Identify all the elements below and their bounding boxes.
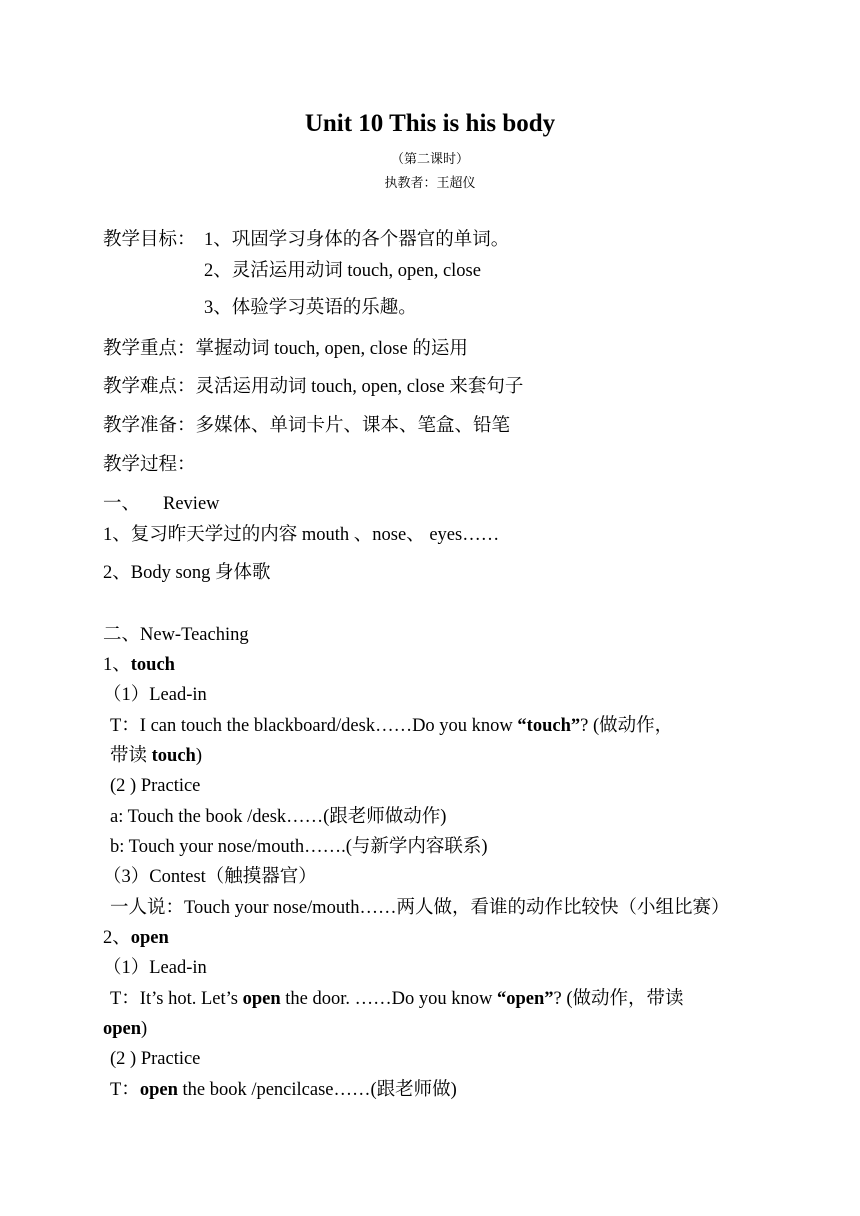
open-word: open — [130, 928, 169, 948]
touch-practice-b: b: Touch your nose/mouth…….(与新学内容联系) — [110, 837, 488, 857]
touch-heading — [103, 654, 175, 676]
preparation: 教学准备：多媒体、单词卡片、课本、笔盒、铅笔 — [103, 416, 511, 436]
touch-practice-a: a: Touch the book /desk……(跟老师做动作) — [110, 807, 447, 827]
touch-leadin: （1）Lead-in — [103, 685, 207, 705]
touch-t1-tail: ? (做动作， — [580, 716, 674, 736]
review-heading-text: Review — [163, 494, 220, 514]
touch-teacher-line-1 — [110, 715, 673, 737]
goals-label: 教学目标： — [103, 230, 196, 250]
document-title: Unit 10 This is his body — [304, 110, 556, 137]
touch-t2-text: 带读 — [110, 746, 152, 766]
review-heading-number: 一、 — [103, 494, 141, 514]
touch-t1-quoted: “touch” — [517, 716, 581, 736]
goal-item-3: 3、体验学习英语的乐趣。 — [204, 298, 417, 318]
goal-item-1: 1、巩固学习身体的各个器官的单词。 — [204, 230, 510, 250]
touch-contest-desc: 一人说：Touch your nose/mouth……两人做，看谁的动作比较快（小组比赛） — [110, 898, 730, 918]
touch-teacher-line-2 — [110, 745, 202, 767]
open-p1-word: open — [139, 1080, 178, 1100]
open-leadin: （1）Lead-in — [103, 958, 207, 978]
difficulties: 教学难点：灵活运用动词 touch, open, close 来套句子 — [103, 377, 524, 397]
review-item-2: 2、Body song 身体歌 — [103, 563, 271, 583]
open-heading — [103, 927, 169, 949]
open-t1-tail: ? (做动作，带读 — [553, 989, 684, 1009]
touch-number: 1、 — [103, 655, 131, 675]
open-teacher-line-2 — [103, 1018, 147, 1040]
open-t1-middle: the door. ……Do you know — [280, 989, 497, 1009]
open-t1-quoted: “open” — [496, 989, 554, 1009]
open-t1-word: open — [242, 989, 281, 1009]
touch-practice: (2 ) Practice — [110, 776, 201, 796]
teacher-name: 执教者：王超仪 — [384, 175, 476, 190]
goal-item-2: 2、灵活运用动词 touch, open, close — [204, 261, 481, 281]
open-t1-text: T：It’s hot. Let’s — [110, 989, 243, 1009]
open-t2-word: open — [103, 1019, 142, 1039]
process-label: 教学过程： — [103, 455, 196, 475]
new-teaching-heading: 二、New-Teaching — [103, 625, 249, 645]
open-practice: (2 ) Practice — [110, 1049, 201, 1069]
open-practice-1 — [110, 1079, 457, 1101]
touch-t2-tail: ) — [195, 746, 203, 766]
open-t2-tail: ) — [141, 1019, 148, 1039]
touch-t2-word: touch — [151, 746, 196, 766]
touch-word: touch — [130, 655, 175, 675]
open-p1-prefix: T： — [110, 1080, 140, 1100]
lesson-period: （第二课时） — [390, 151, 469, 166]
touch-t1-text: T：I can touch the blackboard/desk……Do you know — [110, 716, 518, 736]
open-number: 2、 — [103, 928, 131, 948]
review-item-1: 1、复习昨天学过的内容 mouth 、nose、 eyes…… — [103, 525, 500, 545]
open-teacher-line-1 — [110, 988, 684, 1010]
touch-contest: （3）Contest（触摸器官） — [103, 867, 317, 887]
open-p1-tail: the book /pencilcase……(跟老师做) — [177, 1080, 457, 1100]
key-points: 教学重点：掌握动词 touch, open, close 的运用 — [103, 339, 468, 359]
